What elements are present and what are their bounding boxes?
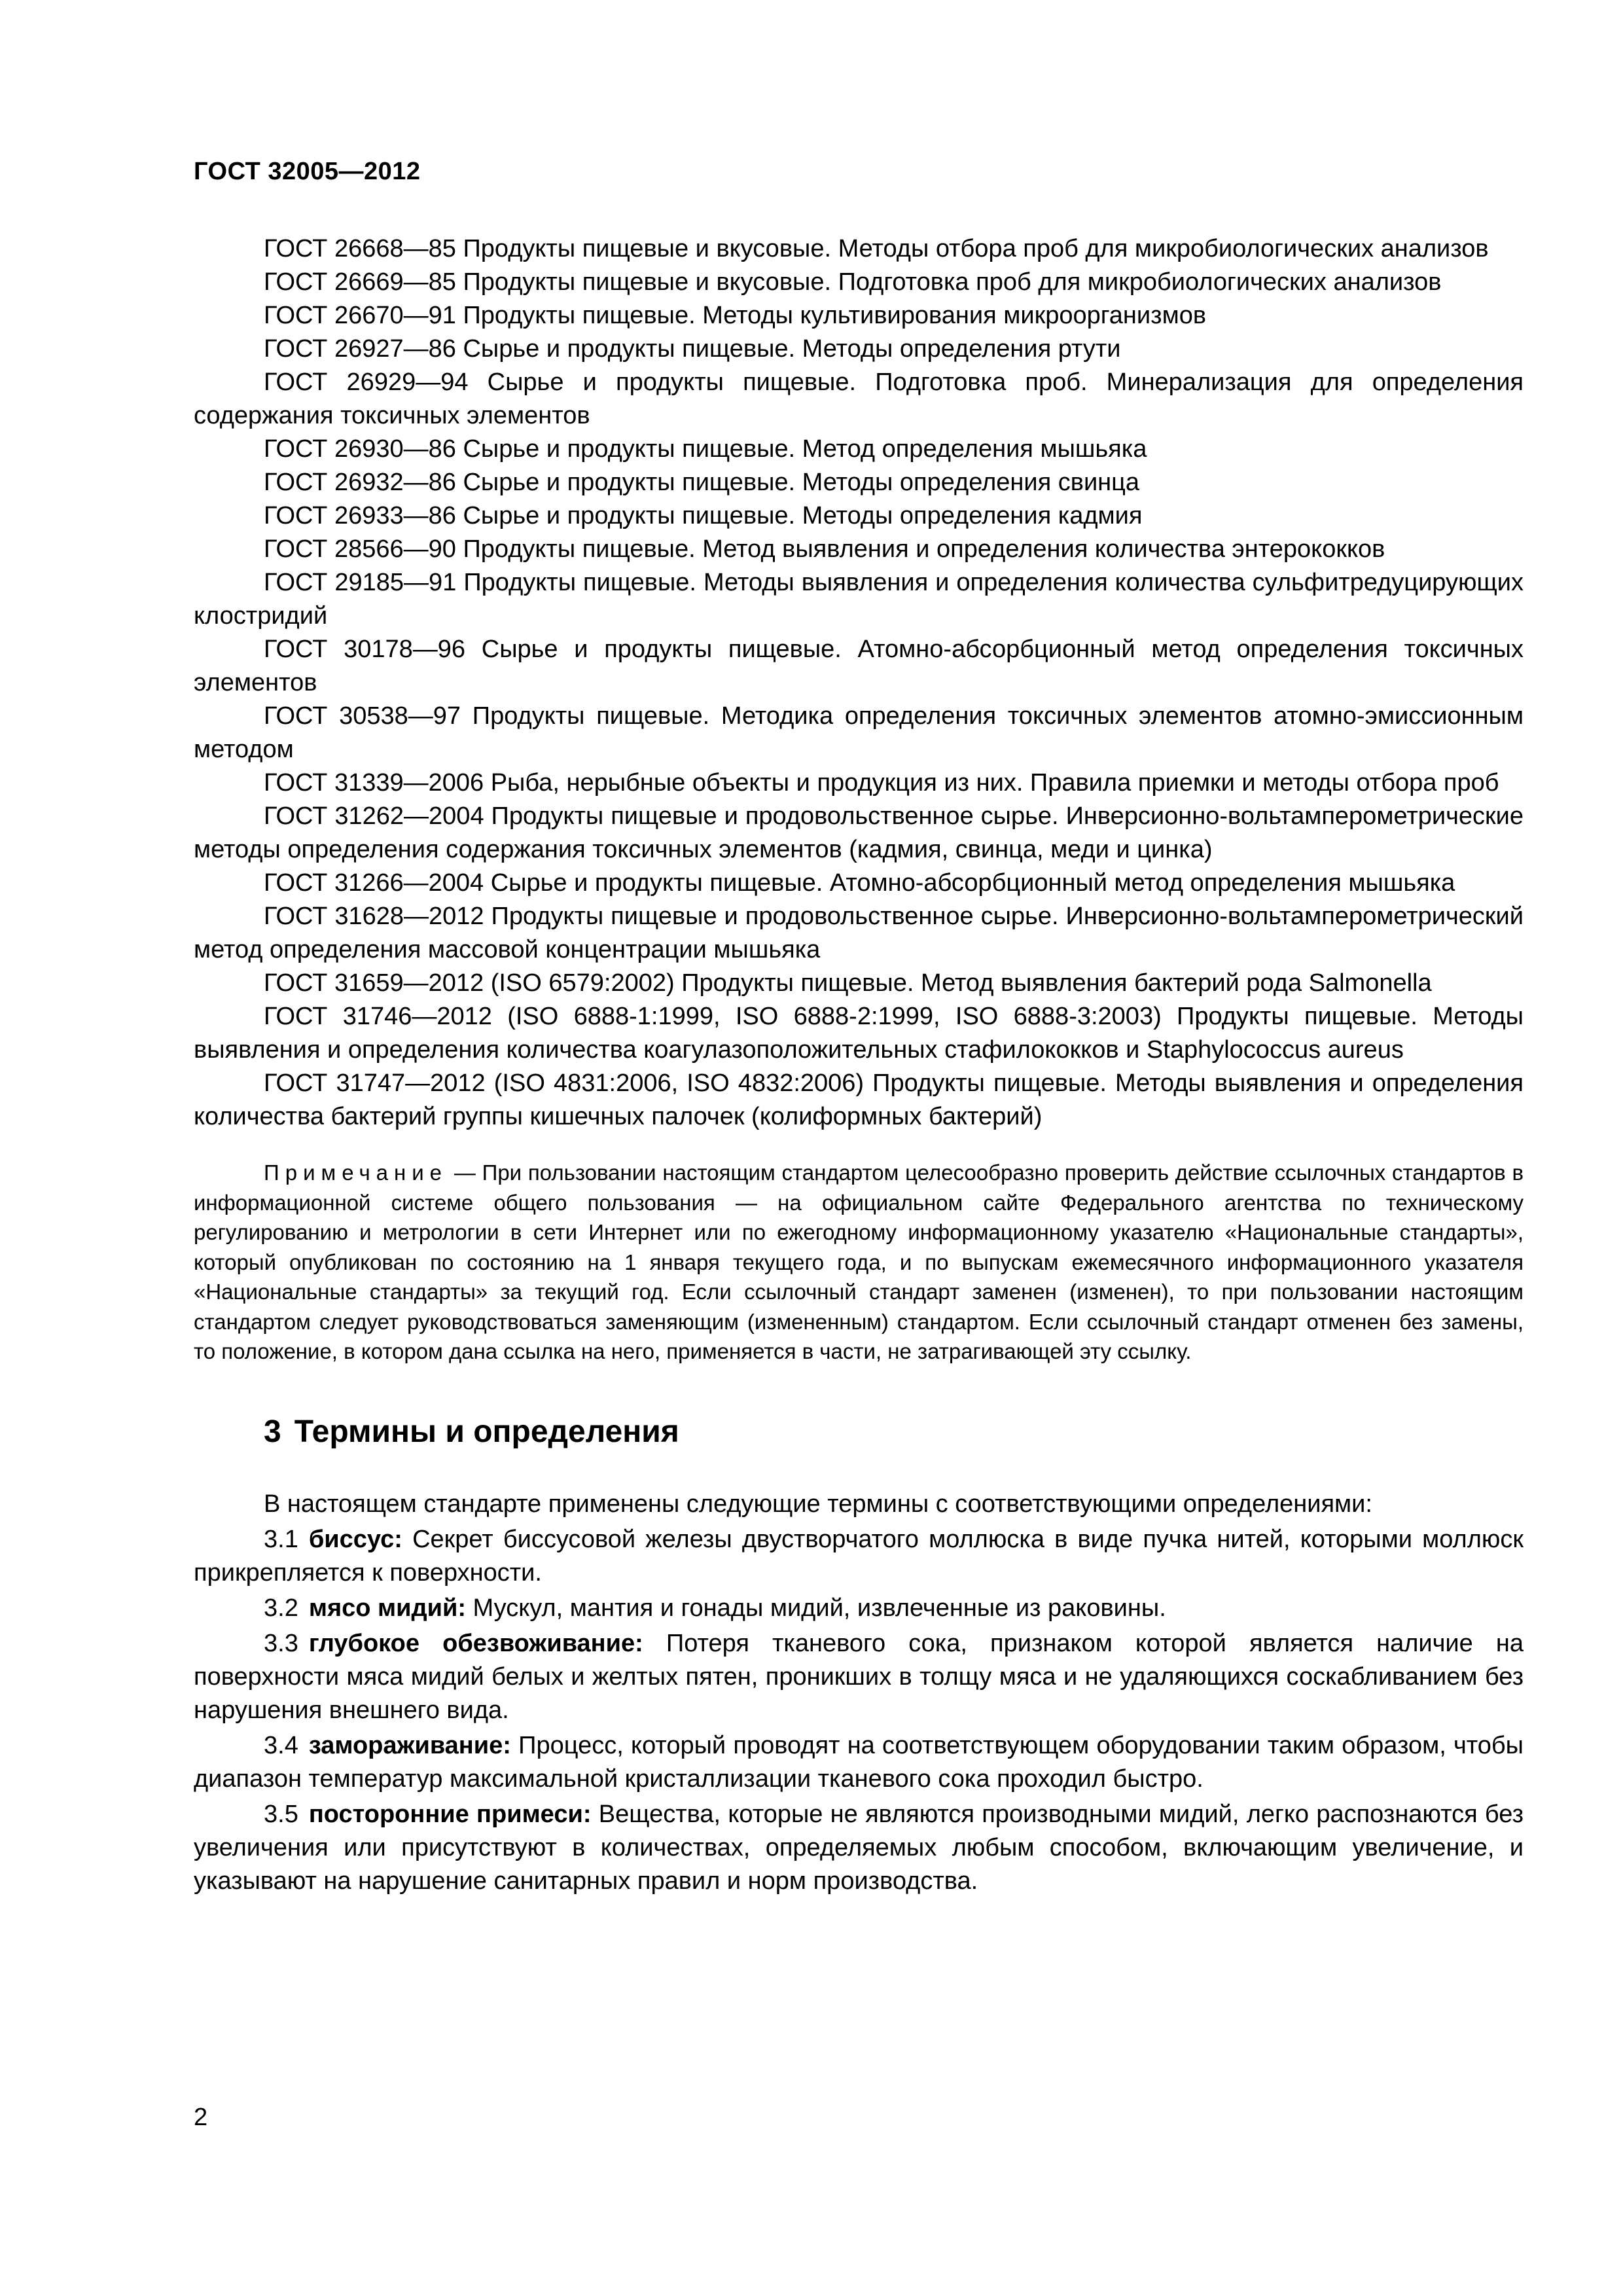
- note-label: Примечание: [264, 1160, 448, 1185]
- term-text: Процесс, который проводят на соответствующем оборудовании таким образом, чтобы диапазон температур максимальной кристаллизации тканевого сока проходил быстро.: [194, 1731, 1524, 1793]
- term-number: 3.3: [264, 1629, 298, 1657]
- term-number: 3.5: [264, 1800, 298, 1828]
- term-name: посторонние примеси:: [308, 1800, 592, 1828]
- term-definition: [194, 1523, 1524, 1590]
- reference-item: ГОСТ 26929—94 Сырье и продукты пищевые. Подготовка проб. Минерализация для определения содержания токсичных элементов: [194, 368, 1524, 429]
- term-number: 3.1: [264, 1525, 298, 1553]
- note-text: — При пользовании настоящим стандартом целесообразно проверить действие ссылочных стандартов в информационной системе общего пользования — на официальном сайте Федерального агентства по техническому регулированию и метрологии в сети Интернет или по ежегодному информационному указателю «Национальные стандарты», который опубликован по состоянию на 1 января текущего года, и по выпускам ежемесячного информационного указателя «Национальные стандарты» за текущий год. Если ссылочный стандарт заменен (изменен), то при пользовании настоящим стандартом следует руководствоваться заменяющим (измененным) стандартом. Если ссылочный стандарт отменен без замены, то положение, в котором дана ссылка на него, применяется в части, не затрагивающей эту ссылку.: [194, 1160, 1524, 1363]
- reference-item: ГОСТ 30178—96 Сырье и продукты пищевые. Атомно-абсорбционный метод определения токсичных элементов: [194, 636, 1524, 696]
- term-text: Вещества, которые не являются производными мидий, легко распознаются без увеличения или присутствуют в количествах, определяемых любым способом, включающим увеличение, и указывают на нарушение санитарных правил и норм производства.: [194, 1800, 1524, 1895]
- reference-item: ГОСТ 31628—2012 Продукты пищевые и продовольственное сырье. Инверсионно-вольтамперометрический метод определения массовой концентрации мышьяка: [194, 903, 1524, 963]
- reference-item: ГОСТ 26927—86 Сырье и продукты пищевые. Методы определения ртути: [264, 335, 1121, 363]
- reference-item: ГОСТ 26930—86 Сырье и продукты пищевые. Метод определения мышьяка: [264, 435, 1147, 463]
- reference-item: ГОСТ 31262—2004 Продукты пищевые и продовольственное сырье. Инверсионно-вольтамперометрические методы определения содержания токсичных элементов (кадмия, свинца, меди и цинка): [194, 802, 1524, 863]
- page-content: [194, 232, 1524, 1898]
- term-name: замораживание:: [308, 1731, 511, 1759]
- section-number: 3: [264, 1414, 281, 1449]
- normative-references-list: [194, 232, 1524, 1134]
- reference-item: ГОСТ 26933—86 Сырье и продукты пищевые. Методы определения кадмия: [264, 502, 1143, 529]
- reference-item: ГОСТ 26670—91 Продукты пищевые. Методы культивирования микроорганизмов: [264, 302, 1207, 329]
- reference-item: ГОСТ 26668—85 Продукты пищевые и вкусовые. Методы отбора проб для микробиологических анализов: [264, 235, 1489, 262]
- section-title: Термины и определения: [294, 1414, 679, 1449]
- reference-item: ГОСТ 31746—2012 (ISO 6888-1:1999, ISO 6888-2:1999, ISO 6888-3:2003) Продукты пищевые. Методы выявления и определения количества коагулазоположительных стафилококков и Staphylococcus aureus: [194, 1003, 1524, 1064]
- term-name: биссус:: [308, 1525, 402, 1553]
- term-name: мясо мидий:: [308, 1594, 466, 1622]
- reference-item: ГОСТ 26932—86 Сырье и продукты пищевые. Методы определения свинца: [264, 469, 1140, 496]
- term-number: 3.2: [264, 1594, 298, 1622]
- term-text: Секрет биссусовой железы двустворчатого моллюска в виде пучка нитей, которыми моллюск прикрепляется к поверхности.: [194, 1525, 1524, 1587]
- reference-item: ГОСТ 26669—85 Продукты пищевые и вкусовые. Подготовка проб для микробиологических анализов: [264, 268, 1442, 296]
- term-definition: [194, 1729, 1524, 1796]
- reference-item: ГОСТ 28566—90 Продукты пищевые. Метод выявления и определения количества энтерококков: [264, 535, 1385, 563]
- reference-item: ГОСТ 29185—91 Продукты пищевые. Методы выявления и определения количества сульфитредуцирующих клостридий: [194, 569, 1524, 630]
- section-heading: [264, 1414, 1524, 1450]
- reference-item: ГОСТ 31266—2004 Сырье и продукты пищевые. Атомно-абсорбционный метод определения мышьяка: [264, 869, 1455, 897]
- note-paragraph: [194, 1158, 1524, 1367]
- page-number: 2: [194, 2104, 208, 2131]
- reference-item: ГОСТ 31747—2012 (ISO 4831:2006, ISO 4832:2006) Продукты пищевые. Методы выявления и определения количества бактерий группы кишечных палочек (колиформных бактерий): [194, 1069, 1524, 1130]
- term-name: глубокое обезвоживание:: [308, 1629, 643, 1657]
- section-intro: В настоящем стандарте применены следующие термины с соответствующими определениями:: [264, 1490, 1372, 1518]
- term-text: Потеря тканевого сока, признаком которой является наличие на поверхности мяса мидий белых и желтых пятен, проникших в толщу мяса и не удаляющихся соскабливанием без нарушения внешнего вида.: [194, 1629, 1524, 1724]
- term-text: Мускул, мантия и гонады мидий, извлеченные из раковины.: [473, 1594, 1166, 1622]
- document-header: ГОСТ 32005—2012: [194, 158, 421, 185]
- reference-item: ГОСТ 30538—97 Продукты пищевые. Методика определения токсичных элементов атомно-эмиссионным методом: [194, 702, 1524, 763]
- term-definition: [194, 1592, 1524, 1625]
- term-definition: [194, 1798, 1524, 1898]
- reference-item: ГОСТ 31339—2006 Рыба, нерыбные объекты и продукция из них. Правила приемки и методы отбора проб: [264, 769, 1499, 797]
- term-number: 3.4: [264, 1731, 298, 1759]
- term-definition: [194, 1627, 1524, 1727]
- reference-item: ГОСТ 31659—2012 (ISO 6579:2002) Продукты пищевые. Метод выявления бактерий рода Salmonella: [264, 969, 1432, 997]
